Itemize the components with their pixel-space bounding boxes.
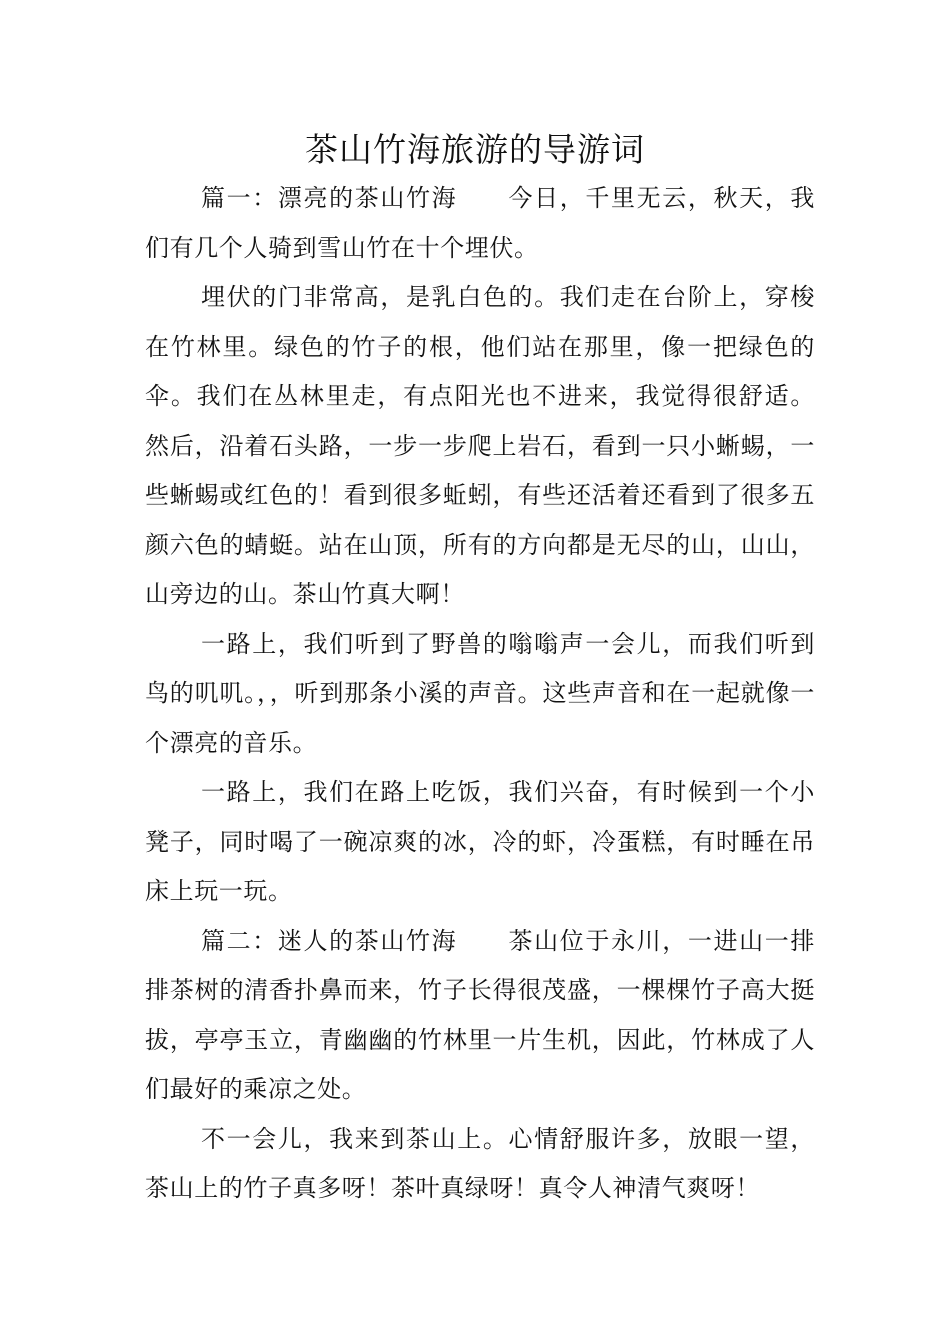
paragraph-6: 不一会儿，我来到茶山上。心情舒服许多，放眼一望，茶山上的竹子真多呀！茶叶真绿呀！真令人神清气爽呀！ (145, 1124, 815, 1202)
paragraph-1: 篇一：漂亮的茶山竹海 今日，千里无云，秋天，我们有几个人骑到雪山竹在十个埋伏。 (145, 184, 815, 262)
paragraph-2: 埋伏的门非常高，是乳白色的。我们走在台阶上，穿梭在竹林里。绿色的竹子的根，他们站在那里，像一把绿色的伞。我们在丛林里走，有点阳光也不进来，我觉得很舒适。 然后，沿着石头路，一步一步爬上岩石，看到一只小蜥蜴，一些蜥蜴或红色的！看到很多蚯蚓，有些还活着还看到了很多五颜六色的蜻蜓。站在山顶，所有的方向都是无尽的山，山山，山旁边的山。茶山竹真大啊！ (145, 283, 815, 608)
document-title: 茶山竹海旅游的导游词 (305, 130, 645, 169)
document-body (145, 174, 815, 1214)
paragraph-5: 篇二：迷人的茶山竹海 茶山位于永川，一进山一排排茶树的清香扑鼻而来，竹子长得很茂盛，一棵棵竹子高大挺拔，亭亭玉立，青幽幽的竹林里一片生机，因此，竹林成了人们最好的乘凉之处。 (145, 926, 815, 1103)
paragraph-4: 一路上，我们在路上吃饭，我们兴奋，有时候到一个小凳子，同时喝了一碗凉爽的冰，冷的虾，冷蛋糕，有时睡在吊床上玩一玩。 (145, 778, 815, 905)
paragraph-3: 一路上，我们听到了野兽的嗡嗡声一会儿，而我们听到鸟的叽叽。，，听到那条小溪的声音。这些声音和在一起就像一个漂亮的音乐。 (145, 629, 815, 757)
